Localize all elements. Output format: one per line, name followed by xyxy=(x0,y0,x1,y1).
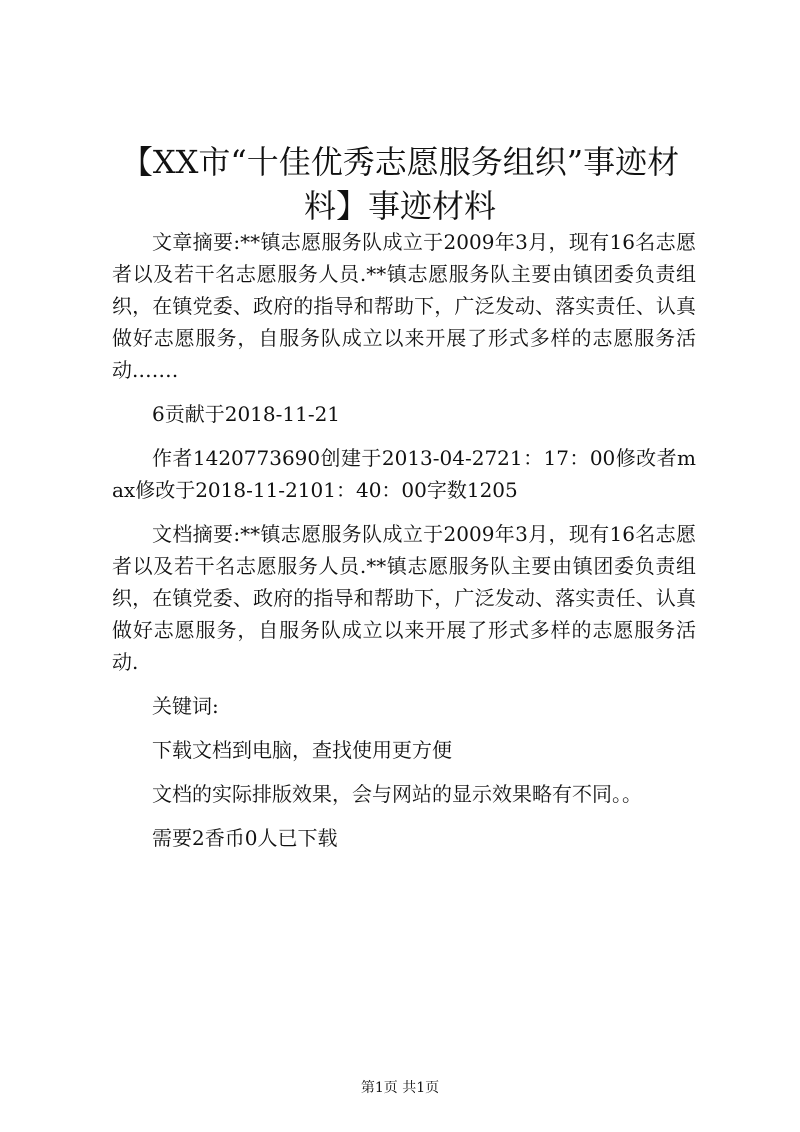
doc-summary-text: **镇志愿服务队成立于2009年3月，现有16名志愿者以及若干名志愿服务人员.**镇志愿服务队主要由镇团委负责组织，在镇党委、政府的指导和帮助下，广泛发动、落实责任、认真做好志愿服务，自服务队成立以来开展了形式多样的志愿服务活动. xyxy=(112,522,696,674)
document-body xyxy=(112,226,696,866)
keywords-label: 关键词: xyxy=(152,694,219,718)
layout-note: 文档的实际排版效果，会与网站的显示效果略有不同。。 xyxy=(152,782,642,806)
document-summary xyxy=(112,518,696,678)
meta-info: 作者1420773690创建于2013-04-2721：17：00修改者max修改于2018-11-2101：40：00字数1205 xyxy=(112,446,696,502)
download-tip: 下载文档到电脑，查找使用更方便 xyxy=(152,738,452,762)
title-line-1: 【XX市“十佳优秀志愿服务组织”事迹材 xyxy=(120,143,680,181)
doc-summary-label: 文档摘要: xyxy=(152,522,241,546)
page-footer: 第1页 共1页 xyxy=(360,1080,440,1096)
download-cost: 需要2香币0人已下载 xyxy=(152,826,338,850)
article-summary xyxy=(112,226,696,386)
summary-label: 文章摘要: xyxy=(152,230,241,254)
title-line-2: 料】事迹材料 xyxy=(303,187,496,225)
document-title xyxy=(100,140,700,228)
summary-text: **镇志愿服务队成立于2009年3月，现有16名志愿者以及若干名志愿服务人员.**镇志愿服务队主要由镇团委负责组织，在镇党委、政府的指导和帮助下，广泛发动、落实责任、认真做好志愿服务，自服务队成立以来开展了形式多样的志愿服务活动.…… xyxy=(112,230,696,382)
contribution-line: 6贡献于2018-11-21 xyxy=(152,402,341,426)
